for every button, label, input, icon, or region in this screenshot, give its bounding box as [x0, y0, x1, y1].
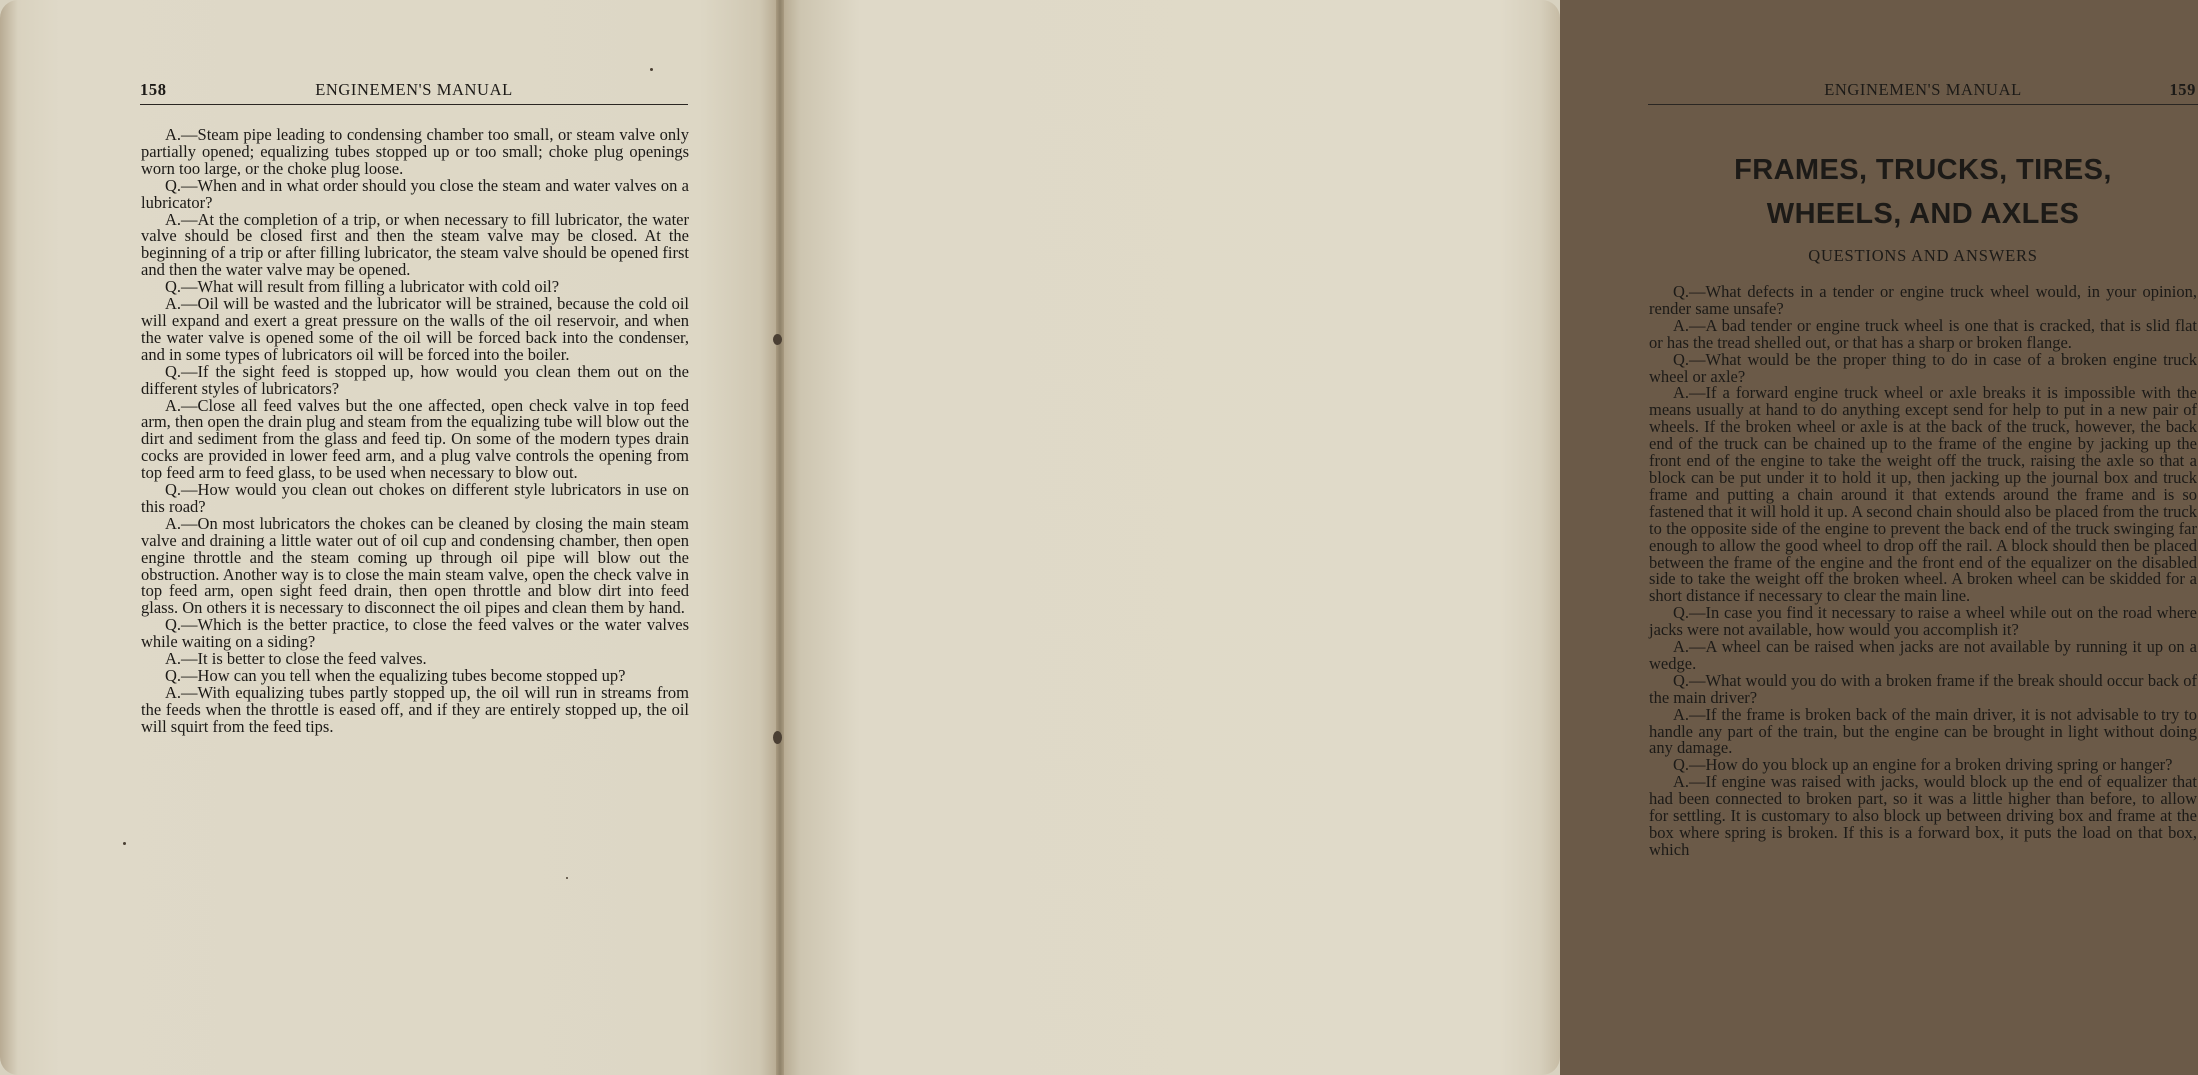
- chapter-subtitle: QUESTIONS AND ANSWERS: [1808, 246, 2038, 265]
- right-page: [780, 0, 2197, 1075]
- paragraph: Q.—If the sight feed is stopped up, how would you clean them out on the different styles of lubricators?: [141, 361, 689, 398]
- paragraph: A.—Steam pipe leading to condensing chamber too small, or steam valve only partially opened; equalizing tubes stopped up or too small; choke plug openings worn too large, or the choke plug loose.: [141, 125, 689, 178]
- chapter-title-line-2: WHEELS, AND AXLES: [1766, 198, 2080, 230]
- right-running-title: ENGINEMEN'S MANUAL: [1824, 80, 2022, 99]
- left-running-title: ENGINEMEN'S MANUAL: [315, 80, 513, 99]
- paragraph: Q.—What defects in a tender or engine truck wheel would, in your opinion, render same unsafe?: [1649, 282, 2197, 318]
- paragraph: Q.—When and in what order should you close the steam and water valves on a lubricator?: [141, 175, 689, 212]
- chapter-title-line-1: FRAMES, TRUCKS, TIRES,: [1734, 154, 2112, 186]
- paragraph: A.—At the completion of a trip, or when necessary to fill lubricator, the water valve should be closed first and then the steam valve may be closed. At the beginning of a trip or after filling lubricator, the steam valve should be opened first and then the water valve may be opened.: [141, 209, 689, 280]
- paragraph: A.—It is better to close the feed valves.: [165, 649, 427, 669]
- binding-thread: [773, 334, 782, 345]
- paragraph: Q.—What would be the proper thing to do in case of a broken engine truck wheel or axle?: [1649, 349, 2197, 386]
- paragraph: Q.—How do you block up an engine for a broken driving spring or hanger?: [1673, 755, 2173, 775]
- left-page: [0, 0, 780, 1075]
- paragraph: Q.—How can you tell when the equalizing tubes become stopped up?: [165, 666, 626, 685]
- left-page-number: 158: [140, 80, 167, 99]
- chapter-title: [1648, 148, 2198, 236]
- book-gutter: [776, 0, 784, 1075]
- right-page-number: 159: [2169, 80, 2196, 99]
- left-page-body: [141, 127, 689, 736]
- paper-speck: [123, 842, 126, 845]
- paragraph: A.—A wheel can be raised when jacks are not available by running it up on a wedge.: [1649, 637, 2197, 673]
- right-page-body: [1649, 284, 2197, 859]
- paragraph: Q.—Which is the better practice, to close the feed valves or the water valves while waiting on a siding?: [141, 615, 689, 652]
- paragraph: A.—Close all feed valves but the one affected, open check valve in top feed arm, then open the drain plug and steam from the equalizing tube will blow out the dirt and sediment from the glass and feed tip. On some of the modern types drain cocks are provided in lower feed arm, and a plug valve controls the opening from top feed arm to feed glass, to be used when necessary to blow out.: [141, 395, 689, 483]
- paragraph: A.—Oil will be wasted and the lubricator will be strained, because the cold oil will expand and exert a great pressure on the walls of the oil reservoir, and when the water valve is opened some of the oil will be forced back into the condenser, and in some types of lubricators oil will be forced into the boiler.: [141, 294, 689, 364]
- right-running-head: [1648, 80, 2198, 105]
- paper-speck: [650, 68, 653, 71]
- paragraph: Q.—What will result from filling a lubricator with cold oil?: [165, 277, 560, 297]
- paper-speck: [566, 877, 568, 879]
- paragraph: A.—If engine was raised with jacks, would block up the end of equalizer that had been connected to broken part, so it was a little higher than before, to allow for settling. It is customary to also block up between driving box and frame at the box where spring is broken. If this is a forward box, it puts the load on that box, which: [1649, 772, 2197, 859]
- paragraph: A.—If a forward engine truck wheel or axle breaks it is impossible with the means usually at hand to do anything except send for help to put in a new pair of wheels. If the broken wheel or axle is at the back of the truck, however, the back end of the truck can be chained up to the frame of the engine by jacking up the front end of the engine to take the weight off the truck, raising the axle so that a block can be put under it to hold it up, then jacking up the journal box and truck frame and putting a chain around it that extends around the frame and is so fastened that it will hold it up. A second chain should also be placed from the truck to the opposite side of the engine to prevent the back end of the truck swinging far enough to allow the good wheel to drop off the rail. A block should then be placed between the frame of the engine and the front end of the equalizer on the disabled side to take the weight off the broken wheel. A broken wheel can be skidded for a short distance if necessary to clear the main line.: [1649, 383, 2197, 606]
- paragraph: Q.—How would you clean out chokes on different style lubricators in use on this road?: [141, 480, 689, 516]
- binding-thread: [773, 731, 782, 744]
- paragraph: A.—A bad tender or engine truck wheel is one that is cracked, that is slid flat or has the tread shelled out, or that has a sharp or broken flange.: [1649, 315, 2197, 352]
- left-running-head: [140, 80, 688, 105]
- paragraph: Q.—In case you find it necessary to raise a wheel while out on the road where jacks were not available, how would you accomplish it?: [1649, 603, 2197, 640]
- paragraph: A.—With equalizing tubes partly stopped up, the oil will run in streams from the feeds when the throttle is eased off, and if they are entirely stopped up, the oil will squirt from the feed tips.: [141, 682, 689, 736]
- paragraph: A.—On most lubricators the chokes can be cleaned by closing the main steam valve and draining a little water out of oil cup and condensing chamber, then open engine throttle and the steam coming up through oil pipe will blow out the obstruction. Another way is to close the main steam valve, open the check valve in top feed arm, open sight feed drain, then open throttle and blow dirt into feed glass. On others it is necessary to disconnect the oil pipes and clean them by hand.: [141, 513, 689, 618]
- paragraph: Q.—What would you do with a broken frame if the break should occur back of the main driver?: [1649, 670, 2197, 707]
- paragraph: A.—If the frame is broken back of the main driver, it is not advisable to try to handle any part of the train, but the engine can be brought in light without doing any damage.: [1649, 704, 2197, 758]
